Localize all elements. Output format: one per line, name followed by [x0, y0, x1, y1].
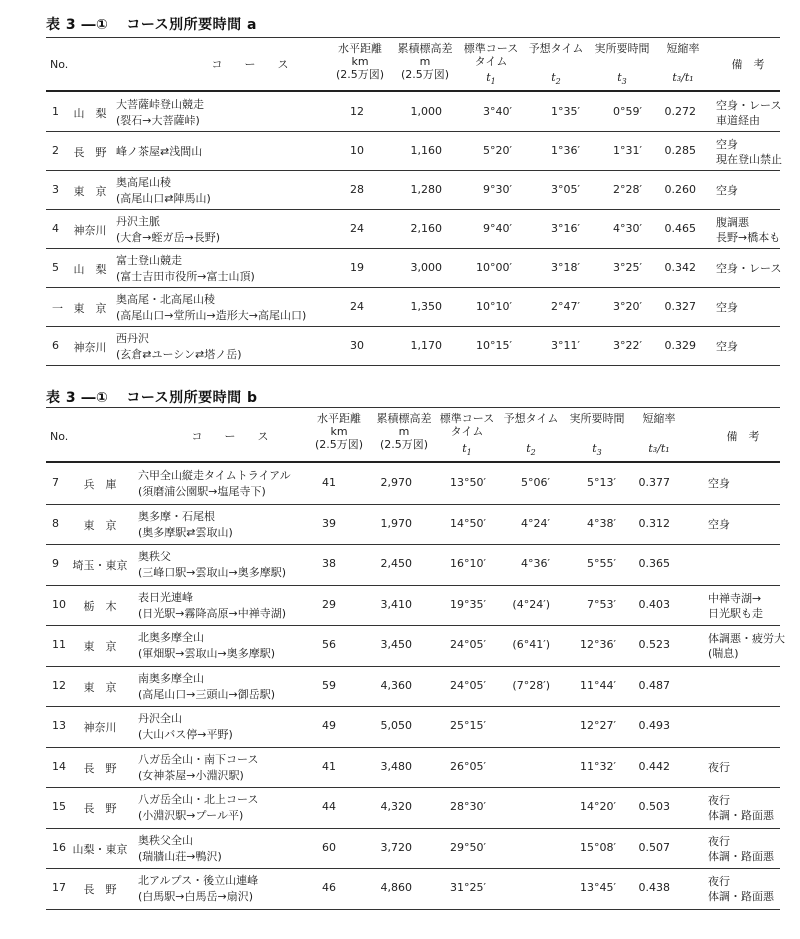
row-standard-time: 14°50′ [450, 516, 486, 530]
row-ratio: 0.285 [664, 144, 696, 157]
row-remark-line: 夜行 [708, 875, 730, 888]
row-course-route: (玄倉⇄ユーシン⇄塔ノ岳) [116, 348, 242, 361]
row-number: 16 [52, 840, 66, 854]
row-remarks [716, 261, 781, 276]
table-a-header [0, 40, 800, 90]
row-ascent: 1,280 [410, 183, 442, 196]
row-remarks [708, 874, 774, 904]
row-course-name: 六甲全山縦走タイムトライアル [138, 469, 291, 482]
row-ascent: 4,860 [380, 881, 412, 894]
row-course-name: 大菩薩峠登山競走 [116, 98, 204, 111]
row-course [138, 752, 258, 784]
row-course-name: 北アルプス・後立山連峰 [138, 874, 259, 887]
row-course [138, 509, 233, 541]
row-remarks [716, 183, 738, 198]
row-distance: 46 [322, 881, 336, 894]
row-expected-time: 3°16′ [551, 222, 580, 235]
row-remark-line: 腹調悪 [716, 216, 749, 229]
table-row [0, 585, 800, 626]
row-course [116, 97, 204, 129]
table-row [0, 666, 800, 707]
row-standard-time: 26°05′ [450, 759, 486, 773]
row-ascent: 3,000 [410, 261, 442, 274]
row-number: 12 [52, 678, 66, 692]
row-actual-time: 12°36′ [580, 638, 616, 651]
row-ratio: 0.342 [664, 261, 696, 274]
row-course [138, 549, 286, 581]
row-course-name: 西丹沢 [116, 332, 149, 345]
row-standard-time: 3°40′ [483, 105, 512, 118]
row-course-route: (奥多摩駅⇄雲取山) [138, 525, 233, 539]
row-standard-time: 9°40′ [483, 222, 512, 235]
row-standard-time: 19°35′ [450, 597, 486, 611]
row-remark-line: 空身 [716, 301, 738, 314]
row-ratio: 0.487 [638, 678, 670, 692]
header-ascent-source: (2.5万図) [379, 438, 429, 451]
row-actual-time: 15°08′ [580, 840, 616, 854]
header-standard-label: 標準コース [463, 42, 519, 55]
row-ascent: 2,450 [380, 557, 412, 570]
row-course-name: 北奥多摩全山 [138, 631, 204, 644]
table-b-title [46, 387, 258, 407]
row-distance: 56 [322, 638, 336, 651]
header-standard-sub: タイム [474, 55, 508, 68]
row-course [138, 873, 258, 905]
header-ratio-symbol: t₃/t₁ [648, 442, 670, 455]
row-course [138, 792, 258, 824]
row-number: 1 [52, 105, 59, 118]
row-remark-line: 空身 [716, 340, 738, 353]
row-ratio: 0.442 [638, 759, 670, 773]
row-prefecture: 埼玉・東京 [72, 559, 128, 572]
row-number: 8 [52, 516, 59, 530]
row-prefecture: 山梨・東京 [72, 842, 128, 856]
row-distance: 19 [350, 261, 364, 274]
row-ascent: 3,450 [380, 638, 412, 651]
row-standard-time: 28°30′ [450, 800, 486, 813]
row-standard-time: 25°15′ [450, 719, 486, 732]
row-course-route: (小淵沢駅→プール平) [138, 809, 244, 822]
row-course-route: (大倉→蛭ガ岳→長野) [116, 231, 221, 244]
header-t2: $t_2$ [551, 71, 561, 87]
row-number: 3 [52, 183, 59, 196]
row-remarks [716, 137, 782, 167]
row-actual-time: 1°31′ [613, 144, 642, 157]
row-actual-time: 7°53′ [587, 597, 616, 611]
row-number: 6 [52, 339, 59, 352]
row-expected-time: 4°36′ [521, 557, 550, 570]
header-ascent-source: (2.5万図) [400, 68, 450, 81]
row-expected-time: (6°41′) [512, 638, 550, 651]
row-ascent: 5,050 [380, 719, 412, 732]
table-row [0, 209, 800, 248]
row-remark-line: 空身 [716, 184, 738, 197]
header-remarks: 備 考 [726, 430, 760, 443]
row-remark-line: 空身・レース [716, 99, 782, 112]
row-remarks [708, 476, 730, 491]
row-standard-time: 24°05′ [450, 638, 486, 651]
row-ratio: 0.503 [638, 800, 670, 813]
header-course: コ ー ス [211, 58, 289, 71]
row-ratio: 0.465 [664, 222, 696, 235]
header-course: コ ー ス [191, 430, 269, 443]
row-course-name: 奥秩父全山 [138, 833, 193, 847]
row-ratio: 0.260 [664, 183, 696, 196]
row-remark-line: 日光駅も走 [708, 606, 763, 620]
header-ascent-label: 累積標高差 [397, 42, 453, 55]
header-distance-source: (2.5万図) [314, 438, 364, 451]
table-a-title-number: 表 3 ―① [46, 17, 109, 33]
row-distance: 10 [350, 144, 364, 157]
row-remark-line: 空身 [708, 477, 730, 490]
row-remarks [708, 760, 730, 775]
row-distance: 39 [322, 516, 336, 530]
row-course-route: (高尾山口→三頭山→御岳駅) [138, 687, 276, 701]
row-course-name: 八ガ岳全山・北上コース [138, 793, 259, 806]
row-remarks [708, 834, 774, 864]
row-ratio: 0.272 [664, 105, 696, 118]
row-prefecture: 東 京 [83, 680, 117, 694]
row-ascent: 1,160 [410, 144, 442, 157]
row-prefecture: 東 京 [83, 518, 117, 532]
row-divider [46, 365, 780, 366]
row-remark-line: (喘息) [708, 647, 739, 660]
row-ratio: 0.403 [638, 597, 670, 611]
row-ascent: 2,160 [410, 222, 442, 235]
row-course-route: (高尾山口⇄陣馬山) [116, 192, 211, 205]
row-distance: 38 [322, 557, 336, 570]
row-expected-time: 3°05′ [551, 183, 580, 196]
row-course-name: 奥多摩・石尾根 [138, 509, 215, 523]
row-course-route: (三峰口駅→雲取山→奥多摩駅) [138, 566, 287, 579]
row-number: 9 [52, 557, 59, 570]
row-ascent: 3,720 [380, 840, 412, 854]
row-course [116, 331, 242, 363]
row-prefecture: 兵 庫 [83, 478, 117, 491]
row-number: 11 [52, 638, 66, 651]
row-actual-time: 4°38′ [587, 516, 616, 530]
row-remarks [708, 591, 763, 621]
row-course-name: 奥秩父 [138, 550, 171, 563]
header-t3: $t_3$ [617, 71, 627, 87]
row-ascent: 1,000 [410, 105, 442, 118]
header-t1: $t_1$ [486, 71, 496, 87]
row-prefecture: 神奈川 [73, 341, 107, 354]
row-number: 15 [52, 800, 66, 813]
table-row [0, 625, 800, 666]
row-actual-time: 11°32′ [580, 759, 616, 773]
table-row [0, 131, 800, 170]
row-remark-line: 空身 [708, 517, 730, 531]
row-standard-time: 24°05′ [450, 678, 486, 692]
row-course [138, 590, 286, 622]
table-row [0, 326, 800, 365]
row-course-route: (富士吉田市役所→富士山頂) [116, 270, 255, 283]
row-ascent: 1,350 [410, 300, 442, 313]
header-no: No. [50, 430, 69, 443]
table-a-top-rule [46, 37, 780, 38]
row-number: 13 [52, 719, 66, 732]
table-row [0, 828, 800, 869]
table-b-title-text: コース別所要時間 b [126, 390, 258, 406]
header-no: No. [50, 58, 69, 71]
row-expected-time: (7°28′) [512, 678, 550, 692]
row-course-name: 八ガ岳全山・南下コース [138, 752, 259, 766]
row-course-route: (女神茶屋→小淵沢駅) [138, 768, 244, 782]
row-course [116, 253, 255, 285]
row-actual-time: 13°45′ [580, 881, 616, 894]
row-expected-time: 1°35′ [551, 105, 580, 118]
row-prefecture: 山 梨 [73, 107, 107, 120]
row-prefecture: 東 京 [73, 302, 107, 315]
row-actual-time: 3°25′ [613, 261, 642, 274]
row-ascent: 4,360 [380, 678, 412, 692]
row-remarks [716, 300, 738, 315]
row-standard-time: 16°10′ [450, 557, 486, 570]
row-ratio: 0.377 [638, 476, 670, 489]
row-distance: 60 [322, 840, 336, 854]
table-row [0, 544, 800, 585]
row-standard-time: 10°15′ [476, 339, 512, 352]
row-distance: 30 [350, 339, 364, 352]
row-remark-line: 夜行 [708, 794, 730, 807]
header-distance-label: 水平距離 [317, 412, 361, 425]
table-row [0, 747, 800, 788]
row-remarks [716, 98, 781, 128]
row-prefecture: 神奈川 [73, 224, 107, 237]
header-standard-sub: タイム [450, 425, 484, 438]
row-standard-time: 5°20′ [483, 144, 512, 157]
row-ascent: 2,970 [380, 476, 412, 489]
row-actual-time: 11°44′ [580, 678, 616, 692]
row-number: 4 [52, 222, 59, 235]
row-distance: 59 [322, 678, 336, 692]
header-ratio-label: 短縮率 [642, 412, 676, 425]
header-remarks: 備 考 [731, 58, 765, 71]
row-ratio: 0.493 [638, 719, 670, 732]
row-remark-line: 中禅寺湖→ [708, 591, 762, 605]
row-distance: 24 [350, 300, 364, 313]
row-actual-time: 3°22′ [613, 339, 642, 352]
header-expected-label: 予想タイム [503, 412, 559, 425]
row-expected-time: 3°11′ [551, 339, 580, 352]
row-number: 7 [52, 476, 59, 489]
row-remark-line: 空身 [716, 138, 738, 151]
row-standard-time: 10°10′ [476, 300, 512, 313]
row-standard-time: 10°00′ [476, 261, 512, 274]
row-course-route: (瑞牆山荘→鴨沢) [138, 849, 222, 863]
row-prefecture: 長 野 [83, 761, 117, 775]
row-remark-line: 長野→橋本も [716, 231, 781, 244]
table-a-title [46, 14, 257, 34]
row-ratio: 0.438 [638, 881, 670, 894]
row-course-route: (須磨浦公園駅→塩尾寺下) [138, 485, 266, 498]
header-t3: $t_3$ [592, 442, 602, 458]
table-row [0, 504, 800, 545]
table-row [0, 706, 800, 747]
row-distance: 41 [322, 476, 336, 489]
row-distance: 24 [350, 222, 364, 235]
row-actual-time: 12°27′ [580, 719, 616, 732]
table-b-header [0, 410, 800, 460]
table-row [0, 92, 800, 131]
row-distance: 49 [322, 719, 336, 732]
row-prefecture: 長 野 [83, 802, 117, 815]
row-course-name: 奥高尾山稜 [116, 176, 171, 189]
row-course [138, 711, 233, 743]
row-expected-time: 2°47′ [551, 300, 580, 313]
row-prefecture: 東 京 [83, 640, 117, 653]
header-ratio-symbol: t₃/t₁ [672, 71, 694, 84]
header-actual-label: 実所要時間 [569, 412, 625, 425]
table-b-title-number: 表 3 ―① [46, 390, 109, 406]
row-remarks [708, 793, 774, 823]
row-remark-line: 空身・レース [716, 262, 782, 275]
row-ratio: 0.329 [664, 339, 696, 352]
row-number: 一 [52, 302, 63, 315]
table-row [0, 463, 800, 504]
row-expected-time: 3°18′ [551, 261, 580, 274]
row-actual-time: 2°28′ [613, 183, 642, 196]
row-course-name: 丹沢主脈 [116, 215, 160, 228]
row-course-name: 丹沢全山 [138, 712, 182, 725]
row-standard-time: 13°50′ [450, 476, 486, 489]
row-expected-time: 1°36′ [551, 144, 580, 157]
row-number: 5 [52, 261, 59, 274]
row-number: 2 [52, 144, 59, 157]
table-row [0, 868, 800, 909]
header-ascent-label: 累積標高差 [376, 412, 432, 425]
header-expected-label: 予想タイム [528, 42, 584, 55]
row-prefecture: 東 京 [73, 185, 107, 198]
row-ratio: 0.312 [638, 516, 670, 530]
row-course-route: (高尾山口→堂所山→造形大→高尾山口) [116, 309, 307, 322]
row-ratio: 0.327 [664, 300, 696, 313]
row-number: 10 [52, 597, 66, 611]
row-ratio: 0.523 [638, 638, 670, 651]
row-number: 14 [52, 759, 66, 773]
table-row [0, 170, 800, 209]
row-remarks [716, 339, 738, 354]
row-course-route: (大山バス停→平野) [138, 728, 233, 741]
row-prefecture: 長 野 [83, 883, 117, 896]
row-course [116, 292, 306, 324]
row-actual-time: 5°55′ [587, 557, 616, 570]
row-expected-time: 5°06′ [521, 476, 550, 489]
header-distance-unit: km [351, 55, 369, 68]
row-course-name: 奥高尾・北高尾山稜 [116, 293, 215, 306]
table-row [0, 787, 800, 828]
row-actual-time: 4°30′ [613, 222, 642, 235]
row-expected-time: (4°24′) [512, 597, 550, 611]
row-ascent: 4,320 [380, 800, 412, 813]
row-remark-line: 体調・路面悪 [708, 849, 774, 863]
row-course-name: 峰ノ茶屋⇄浅間山 [116, 145, 203, 158]
row-course-name: 表日光連峰 [138, 590, 193, 604]
row-distance: 28 [350, 183, 364, 196]
row-remark-line: 体調・路面悪 [708, 809, 774, 822]
header-ratio-label: 短縮率 [666, 42, 700, 55]
row-prefecture: 長 野 [73, 146, 107, 159]
row-course [138, 468, 291, 500]
row-expected-time: 4°24′ [521, 516, 550, 530]
row-course-route: (軍畑駅→雲取山→奥多摩駅) [138, 647, 276, 660]
row-ascent: 3,410 [380, 597, 412, 611]
row-remark-line: 車道経由 [716, 114, 760, 127]
header-ascent-unit: m [419, 55, 431, 68]
row-course-name: 富士登山競走 [116, 254, 182, 267]
row-prefecture: 栃 木 [83, 599, 117, 613]
row-course-route: (日光駅→霧降高原→中禅寺湖) [138, 606, 287, 620]
row-distance: 41 [322, 759, 336, 773]
row-distance: 44 [322, 800, 336, 813]
row-course [138, 630, 275, 662]
row-standard-time: 31°25′ [450, 881, 486, 894]
row-ratio: 0.507 [638, 840, 670, 854]
header-distance-label: 水平距離 [338, 42, 382, 55]
row-course-route: (裂石→大菩薩峠) [116, 114, 200, 127]
row-ascent: 1,970 [380, 516, 412, 530]
row-ascent: 3,480 [380, 759, 412, 773]
row-actual-time: 0°59′ [613, 105, 642, 118]
row-course [138, 833, 222, 865]
row-actual-time: 3°20′ [613, 300, 642, 313]
row-course-route: (白馬駅→白馬岳→扇沢) [138, 890, 254, 903]
row-actual-time: 5°13′ [587, 476, 616, 489]
row-remark-line: 夜行 [708, 834, 730, 848]
row-remarks [708, 517, 730, 532]
header-t2: $t_2$ [526, 442, 536, 458]
row-course-name: 南奥多摩全山 [138, 671, 204, 685]
row-distance: 12 [350, 105, 364, 118]
row-standard-time: 29°50′ [450, 840, 486, 854]
row-course [116, 175, 211, 207]
header-distance-unit: km [330, 425, 348, 438]
row-number: 17 [52, 881, 66, 894]
row-actual-time: 14°20′ [580, 800, 616, 813]
row-prefecture: 神奈川 [83, 721, 117, 734]
row-course [116, 144, 202, 160]
row-prefecture: 山 梨 [73, 263, 107, 276]
row-remark-line: 現在登山禁止 [716, 153, 782, 166]
table-b-top-rule [46, 407, 780, 408]
row-distance: 29 [322, 597, 336, 611]
header-t1: $t_1$ [462, 442, 472, 458]
table-row [0, 248, 800, 287]
row-standard-time: 9°30′ [483, 183, 512, 196]
row-remarks [716, 215, 780, 245]
row-remark-line: 体調・路面悪 [708, 890, 774, 903]
table-a-title-text: コース別所要時間 a [126, 17, 257, 33]
header-distance-source: (2.5万図) [335, 68, 385, 81]
row-remark-line: 夜行 [708, 760, 730, 774]
table-row [0, 287, 800, 326]
row-ratio: 0.365 [638, 557, 670, 570]
row-divider [46, 909, 780, 910]
row-ascent: 1,170 [410, 339, 442, 352]
header-actual-label: 実所要時間 [594, 42, 650, 55]
header-ascent-unit: m [398, 425, 410, 438]
row-remarks [708, 631, 785, 661]
header-standard-label: 標準コース [439, 412, 495, 425]
row-course [116, 214, 220, 246]
row-remark-line: 体調悪・疲労大 [708, 632, 785, 645]
row-course [138, 671, 275, 703]
